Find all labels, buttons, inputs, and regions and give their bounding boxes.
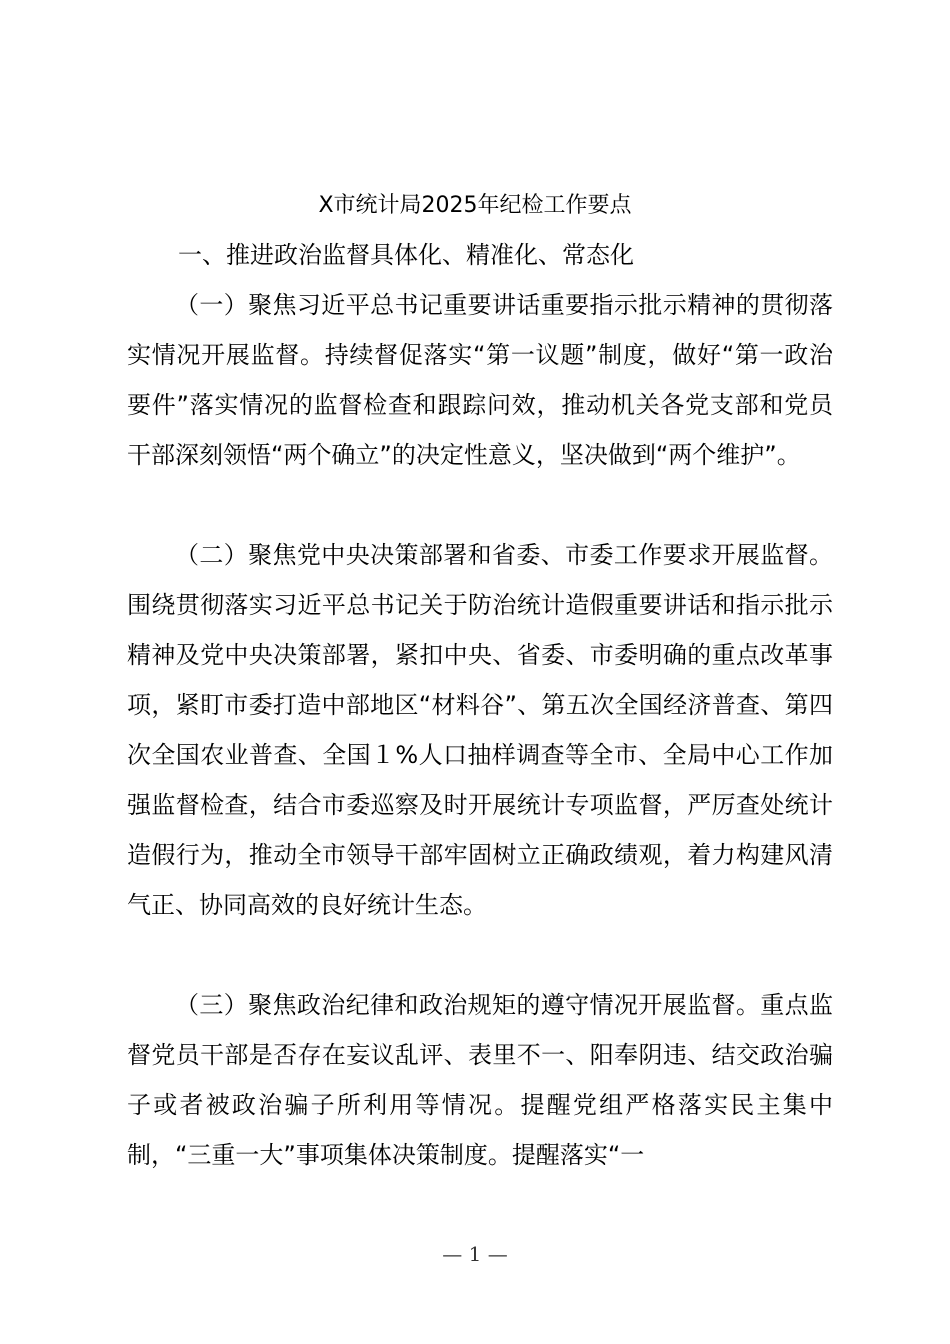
page-number: — 1 —: [442, 1242, 508, 1266]
paragraph-3: （三）聚焦政治纪律和政治规矩的遵守情况开展监督。重点监督党员干部是否存在妄议乱评、表里不一、阳奉阴违、结交政治骗子或者被政治骗子所利用等情况。提醒党组严格落实民主集中制，“三重一大”事项集体决策制度。提醒落实“一: [127, 991, 833, 1169]
document-title: X市统计局2025年纪检工作要点: [318, 193, 632, 218]
paragraph-1: （一）聚焦习近平总书记重要讲话重要指示批示精神的贯彻落实情况开展监督。持续督促落实“第一议题”制度，做好“第一政治要件”落实情况的监督检查和跟踪问效，推动机关各党支部和党员干部深刻领悟“两个确立”的决定性意义，坚决做到“两个维护”。: [127, 291, 833, 469]
paragraph-2: （二）聚焦党中央决策部署和省委、市委工作要求开展监督。围绕贯彻落实习近平总书记关于防治统计造假重要讲话和指示批示精神及党中央决策部署，紧扣中央、省委、市委明确的重点改革事项，紧盯市委打造中部地区“材料谷”、第五次全国经济普查、第四次全国农业普查、全国１%人口抽样调查等全市、全局中心工作加强监督检查，结合市委巡察及时开展统计专项监督，严厉查处统计造假行为，推动全市领导干部牢固树立正确政绩观，着力构建风清气正、协同高效的良好统计生态。: [127, 541, 833, 919]
section-heading: 一、推进政治监督具体化、精准化、常态化: [178, 241, 634, 269]
